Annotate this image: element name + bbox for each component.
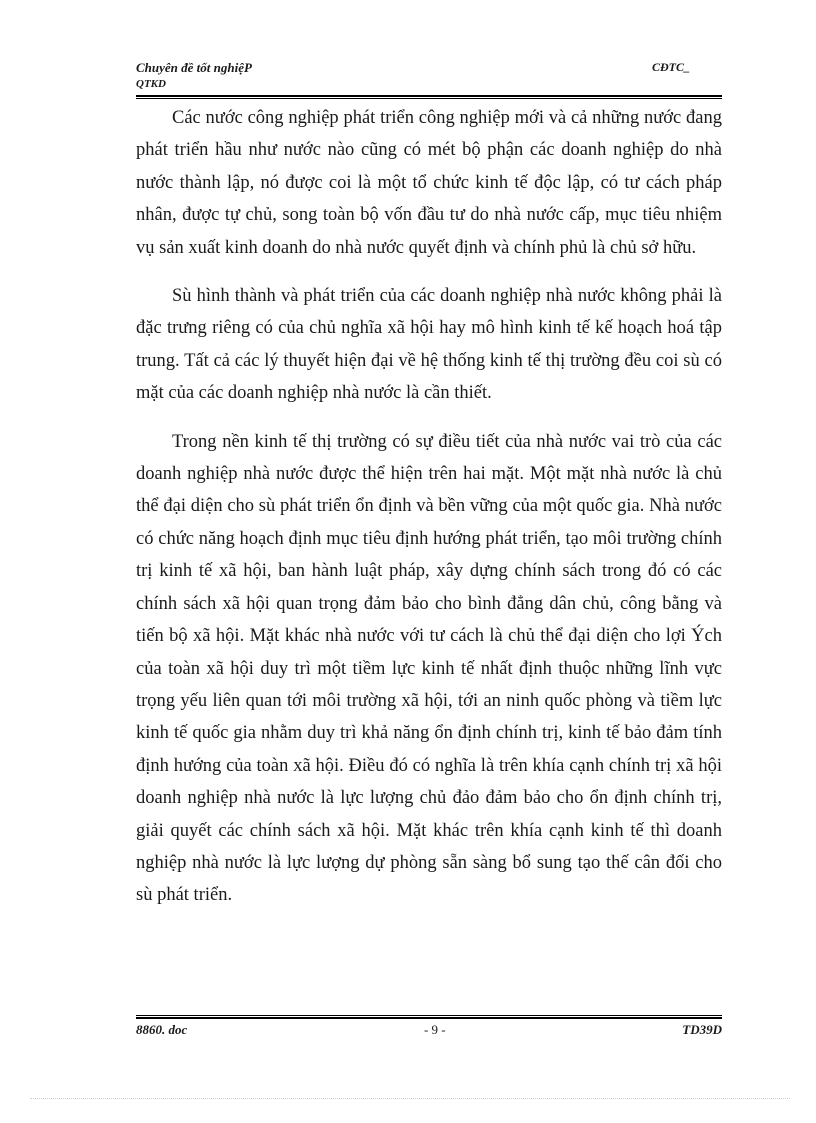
footer-code: TD39D bbox=[682, 1022, 722, 1037]
footer bbox=[136, 1022, 722, 1038]
page-number: - 9 - bbox=[423, 1022, 446, 1037]
page-boundary bbox=[30, 1098, 790, 1099]
footer-filename: 8860. doc bbox=[136, 1022, 188, 1037]
document-body bbox=[136, 102, 722, 928]
header-code: CĐTC_ bbox=[652, 60, 691, 74]
footer-rule bbox=[136, 1015, 722, 1019]
paragraph-3: Trong nền kinh tế thị trường có sự điều tiết của nhà nước vai trò của các doanh nghiệp nhà nước được thể hiện trên hai mặt. Một mặt nhà nước là chủ thể đại diện cho sù phát triển ổn định và bền vững của một quốc gia. Nhà nước có chức năng hoạch định mục tiêu định hướng phát triển, tạo môi trường chính trị kinh tế xã hội, ban hành luật pháp, xây dựng chính sách trong đó có các chính sách xã hội quan trọng đảm bảo cho bình đẳng dân chủ, công bằng và tiến bộ xã hội. Mặt khác nhà nước với tư cách là chủ thể đại diện cho lợi Ých của toàn xã hội duy trì một tiềm lực kinh tế nhất định thuộc những lĩnh vực trọng yếu liên quan tới môi trường xã hội, tới an ninh quốc phòng và tiềm lực kinh tế quốc gia nhằm duy trì khả năng ổn định chính trị, kinh tế bảo đảm tính định hướng của toàn xã hội. Điều đó có nghĩa là trên khía cạnh chính trị xã hội doanh nghiệp nhà nước là lực lượng chủ đảo đảm bảo cho ổn định chính trị, giải quyết các chính sách xã hội. Mặt khác trên khía cạnh kinh tế thì doanh nghiệp nhà nước là lực lượng dự phòng sẵn sàng bổ sung tạo thế cân đối cho sù phát triển. bbox=[136, 431, 722, 906]
header-title bbox=[136, 60, 252, 92]
paragraph-2: Sù hình thành và phát triển của các doanh nghiệp nhà nước không phải là đặc trưng riêng có của chủ nghĩa xã hội hay mô hình kinh tế kế hoạch hoá tập trung. Tất cả các lý thuyết hiện đại về hệ thống kinh tế thị trường đều coi sù có mặt của các doanh nghiệp nhà nước là cần thiết. bbox=[136, 286, 722, 404]
header-title-line2: QTKD bbox=[136, 78, 166, 90]
header-rule bbox=[136, 95, 722, 99]
header-title-line1: Chuyên đề tốt nghiệP bbox=[136, 60, 252, 75]
paragraph-1: Các nước công nghiệp phát triển công nghiệp mới và cả những nước đang phát triển hầu như nước nào cũng có mét bộ phận các doanh nghiệp do nhà nước thành lập, nó được coi là một tổ chức kinh tế độc lập, có tư cách pháp nhân, được tự chủ, song toàn bộ vốn đầu tư do nhà nước cấp, mục tiêu nhiệm vụ sản xuất kinh doanh do nhà nước quyết định và chính phủ là chủ sở hữu. bbox=[136, 108, 722, 258]
